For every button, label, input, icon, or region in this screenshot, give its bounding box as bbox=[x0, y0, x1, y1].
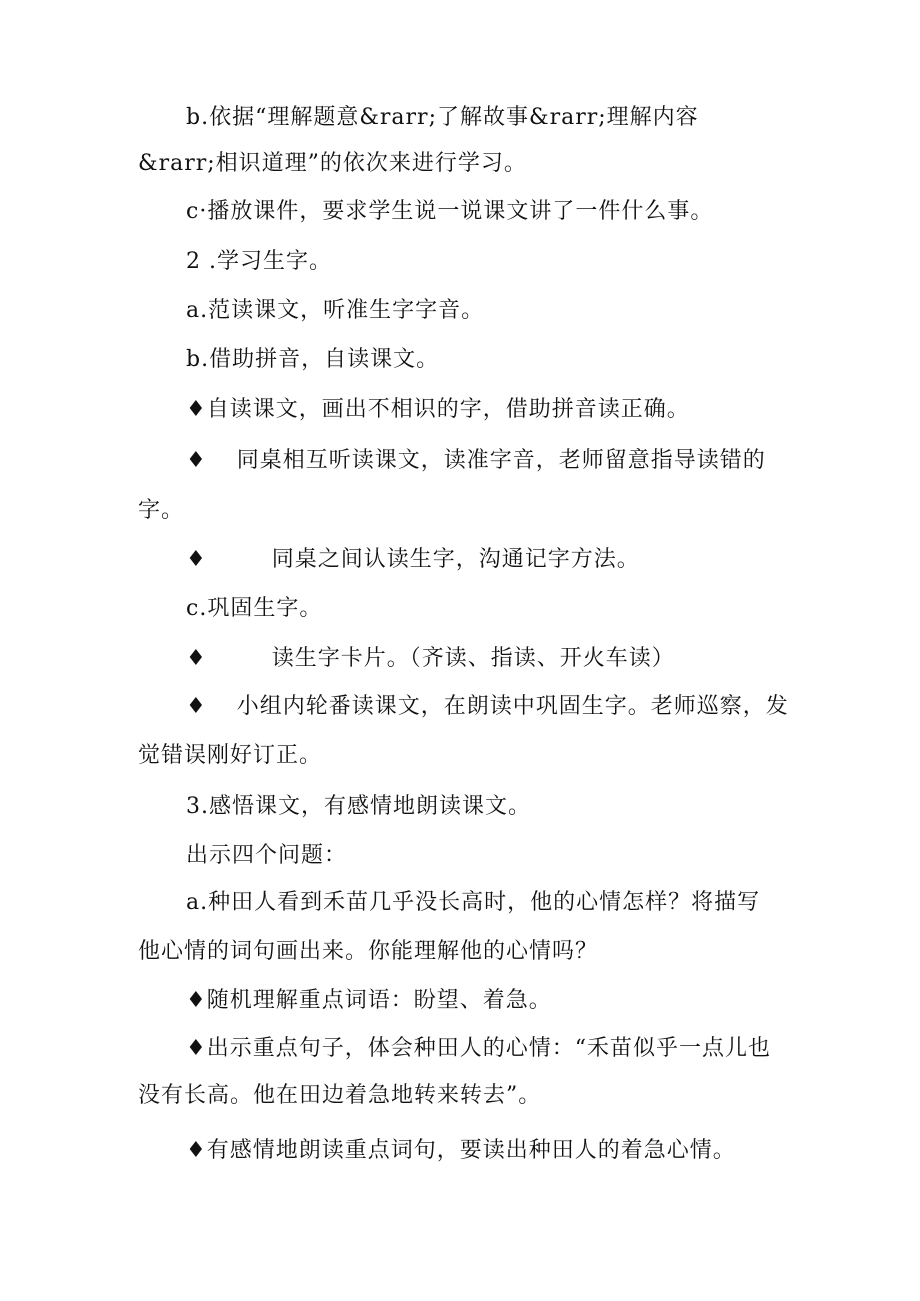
bullet-diamond-icon: ♦ bbox=[186, 448, 207, 473]
text-line: 他心情的词句画出来。你能理解他的心情吗？ bbox=[138, 939, 599, 964]
text-line: ♦有感情地朗读重点词句，要读出种田人的着急心情。 bbox=[186, 1138, 736, 1163]
text-line: b.依据“理解题意&rarr;了解故事&rarr;理解内容 bbox=[186, 105, 699, 130]
text-line: c·播放课件，要求学生说一说课文讲了一件什么事。 bbox=[186, 199, 714, 224]
text-line: 读生字卡片。（齐读、指读、开火车读） bbox=[271, 646, 675, 671]
text-line: 同桌之间认读生字，沟通记字方法。 bbox=[271, 547, 640, 572]
text-line: b.借助拼音，自读课文。 bbox=[186, 347, 440, 372]
text-line: 3.感悟课文，有感情地朗读课文。 bbox=[186, 794, 531, 819]
text-line: ♦随机理解重点词语：盼望、着急。 bbox=[186, 988, 552, 1013]
bullet-item bbox=[186, 546, 640, 574]
bullet-item bbox=[186, 693, 789, 721]
text-line: 同桌相互听读课文，读准字音，老师留意指导读错的 bbox=[236, 448, 766, 473]
text-line: 觉错误刚好订正。 bbox=[138, 743, 323, 768]
text-line: a.范读课文，听准生字字音。 bbox=[186, 298, 485, 323]
text-line: a.种田人看到禾苗几乎没长高时，他的心情怎样？将描写 bbox=[186, 890, 761, 915]
bullet-diamond-icon: ♦ bbox=[186, 547, 207, 572]
text-line: 2 .学习生字。 bbox=[186, 249, 332, 274]
text-line: 小组内轮番读课文，在朗读中巩固生字。老师巡察，发 bbox=[236, 694, 789, 719]
bullet-diamond-icon: ♦ bbox=[186, 646, 207, 671]
bullet-diamond-icon: ♦ bbox=[186, 694, 207, 719]
text-line: c.巩固生字。 bbox=[186, 596, 323, 621]
bullet-item bbox=[186, 447, 766, 475]
text-line: 字。 bbox=[138, 498, 185, 523]
bullet-item bbox=[186, 645, 675, 673]
text-line: ♦自读课文，画出不相识的字，借助拼音读正确。 bbox=[186, 397, 690, 422]
text-line: 出示四个问题： bbox=[186, 843, 348, 868]
text-line: 没有长高。他在田边着急地转来转去”。 bbox=[138, 1083, 542, 1108]
text-line: &rarr;相识道理”的依次来进行学习。 bbox=[138, 151, 527, 176]
text-line: ♦出示重点句子，体会种田人的心情：“禾苗似乎一点儿也 bbox=[186, 1036, 771, 1061]
